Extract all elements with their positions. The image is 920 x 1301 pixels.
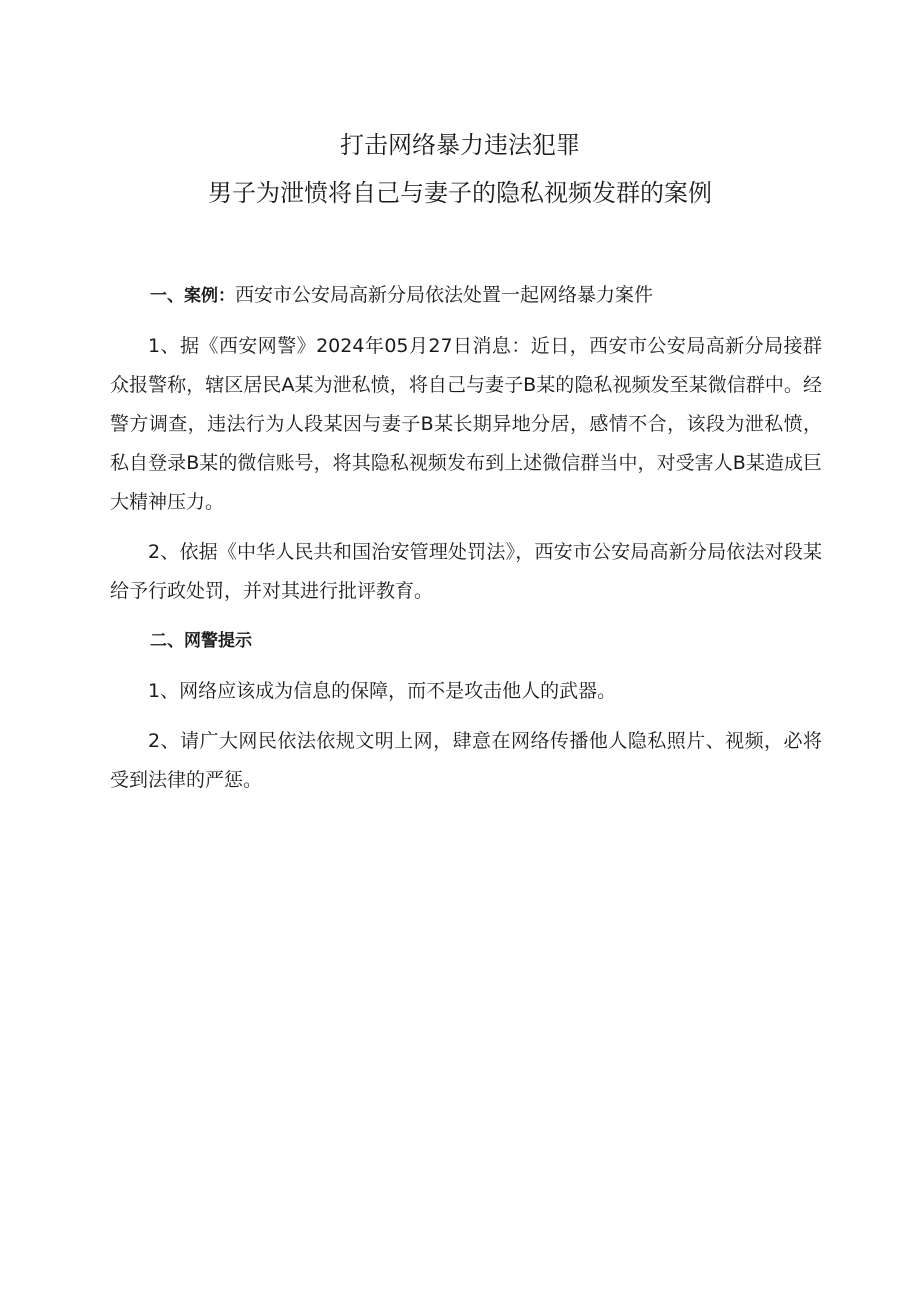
- section-2-item-1: 1、网络应该成为信息的保障，而不是攻击他人的武器。: [148, 680, 617, 702]
- section-1-heading-text: 西安市公安局高新分局依法处置一起网络暴力案件: [235, 284, 654, 306]
- title-line-1: 打击网络暴力违法犯罪: [340, 131, 580, 159]
- title-line-2: 男子为泄愤将自己与妻子的隐私视频发群的案例: [208, 179, 712, 207]
- section-1-item-1: 1、据《西安网警》2024年05月27日消息：近日，西安市公安局高新分局接群众报警称，辖区居民A某为泄私愤，将自己与妻子B某的隐私视频发至某微信群中。经警方调查，违法行为人段某因与妻子B某长期异地分居，感情不合，该段为泄私愤，私自登录B某的微信账号，将其隐私视频发布到上述微信群当中，对受害人B某造成巨大精神压力。: [110, 335, 822, 513]
- section-1-heading-label: 一、案例：: [150, 286, 235, 306]
- document-title: [0, 130, 920, 208]
- section-2-heading: [110, 622, 822, 661]
- section-1-heading: [110, 276, 822, 316]
- section-2-item-2: 2、请广大网民依法依规文明上网，肆意在网络传播他人隐私照片、视频，必将受到法律的严惩。: [110, 730, 822, 791]
- document-body: [110, 276, 822, 811]
- section-1-item-2: 2、依据《中华人民共和国治安管理处罚法》，西安市公安局高新分局依法对段某给予行政处罚，并对其进行批评教育。: [110, 541, 822, 602]
- section-2-heading-label: 二、网警提示: [150, 631, 252, 651]
